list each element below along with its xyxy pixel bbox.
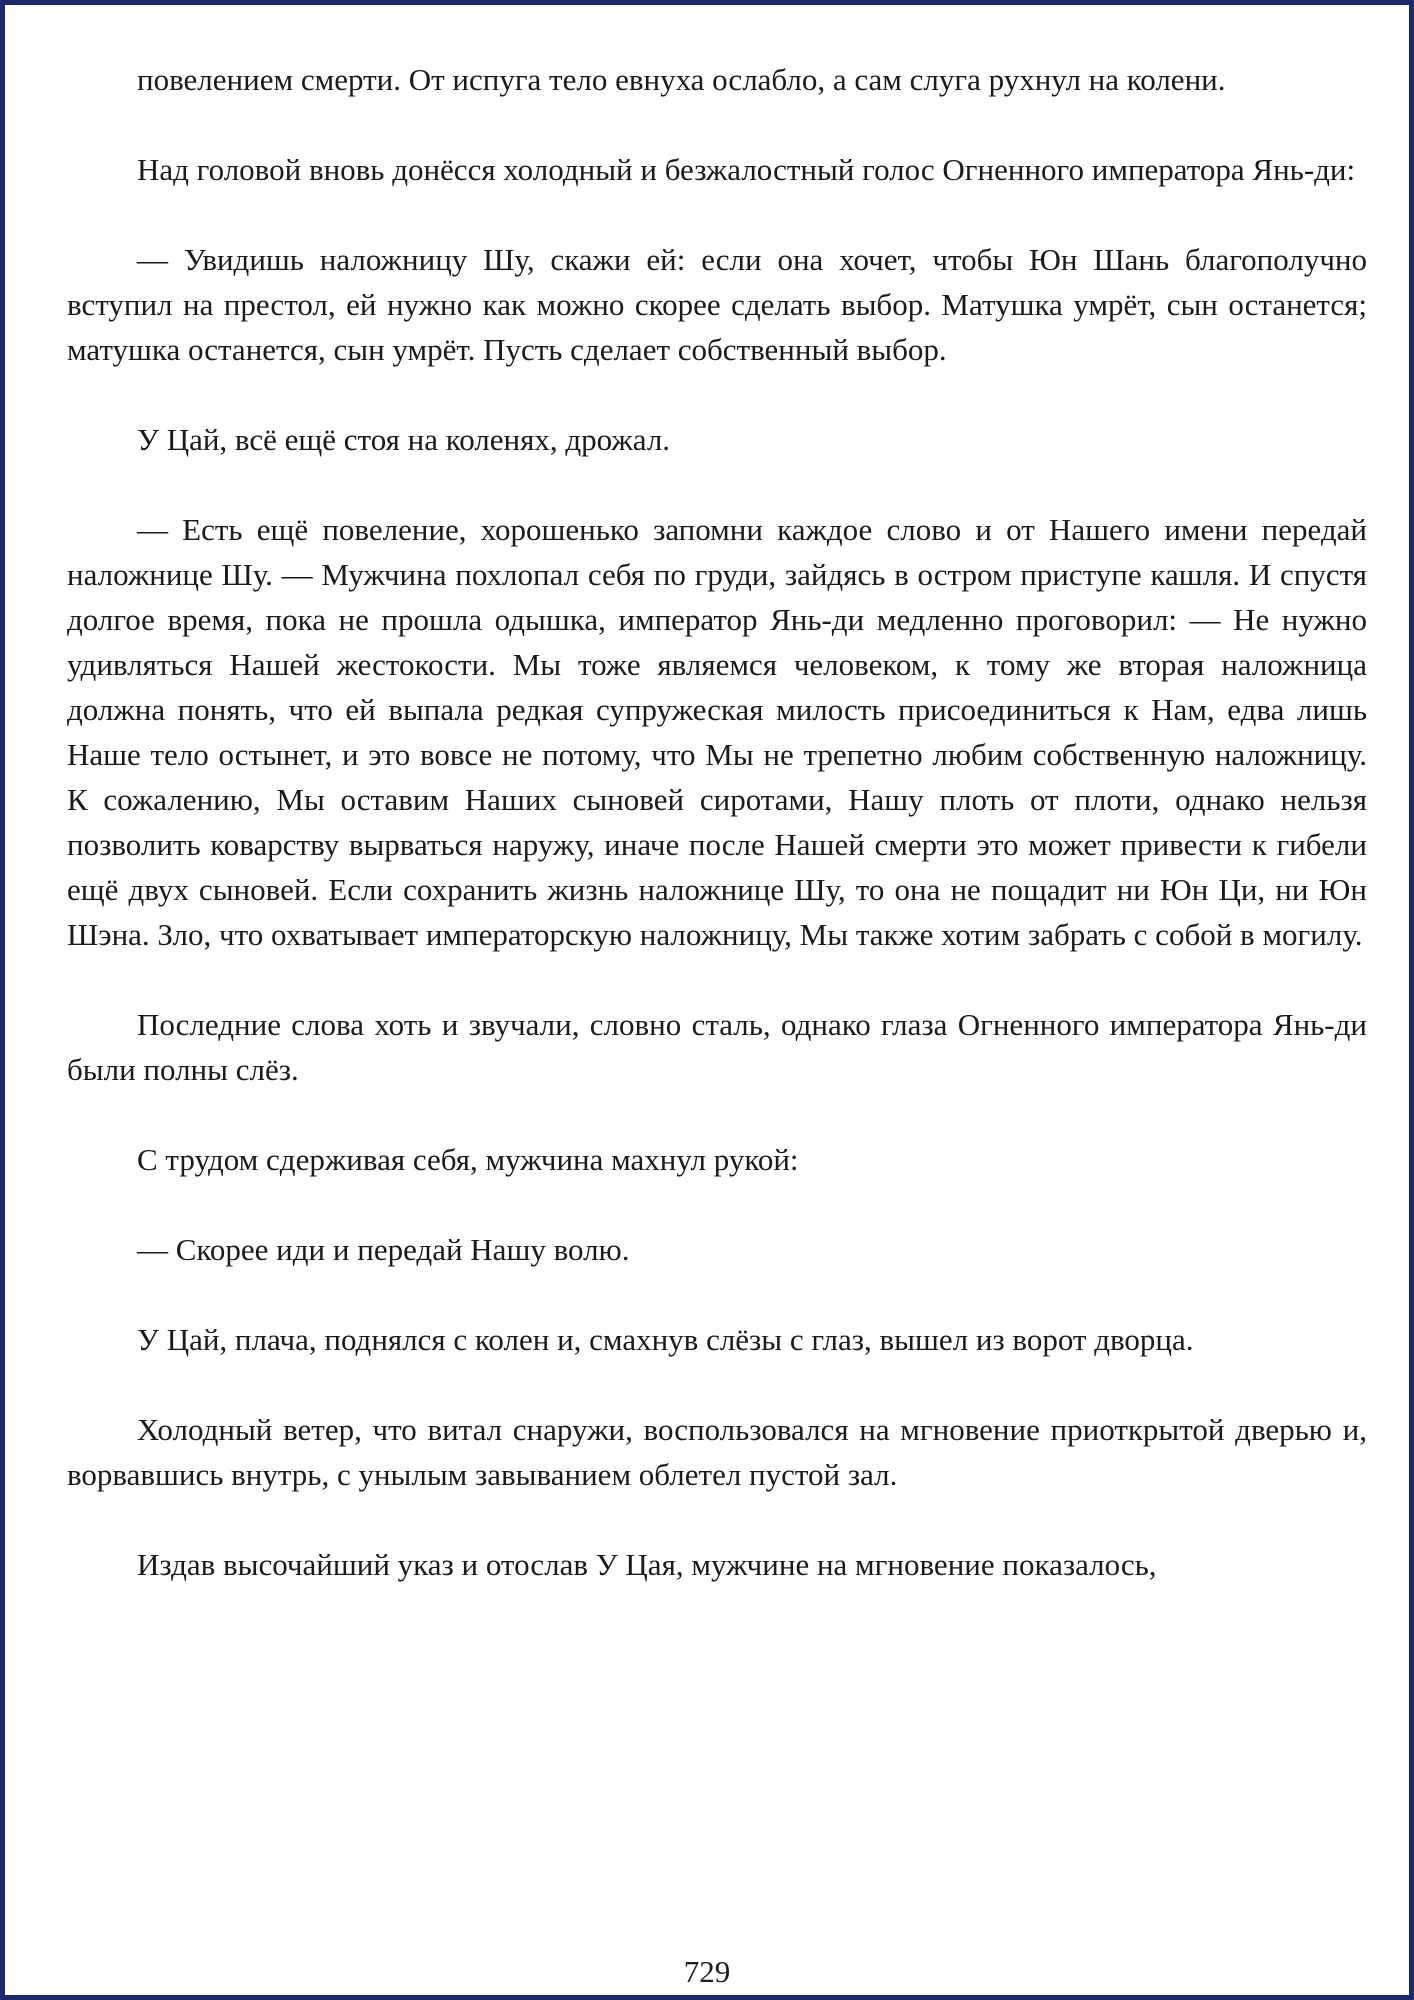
paragraph: С трудом сдерживая себя, мужчина махнул рукой:: [137, 1142, 799, 1177]
paragraph: У Цай, плача, поднялся с колен и, смахнув слёзы с глаз, вышел из ворот дворца.: [137, 1322, 1194, 1357]
paragraph: повелением смерти. От испуга тело евнуха ослабло, а сам слуга рухнул на колени.: [137, 62, 1226, 97]
paragraph: — Увидишь наложницу Шу, скажи ей: если она хочет, чтобы Юн Шань благополучно вступил на престол, ей нужно как можно скорее сделать выбор. Матушка умрёт, сын останется; матушка останется, сын умрёт. Пусть сделает собственный выбор.: [67, 242, 1367, 367]
paragraph: — Скорее иди и передай Нашу волю.: [137, 1232, 630, 1267]
paragraph: У Цай, всё ещё стоя на коленях, дрожал.: [137, 422, 671, 457]
paragraph: Холодный ветер, что витал снаружи, воспользовался на мгновение приоткрытой дверью и, ворвавшись внутрь, с унылым завыванием облетел пустой зал.: [67, 1412, 1367, 1492]
paragraph: Издав высочайший указ и отослав У Цая, мужчине на мгновение показалось,: [137, 1547, 1157, 1582]
paragraph: Последние слова хоть и звучали, словно сталь, однако глаза Огненного императора Янь-ди были полны слёз.: [67, 1007, 1367, 1087]
page-body: [67, 57, 1367, 1587]
paragraph: Над головой вновь донёсся холодный и безжалостный голос Огненного императора Янь-ди:: [137, 152, 1356, 187]
paragraph: — Есть ещё повеление, хорошенько запомни каждое слово и от Нашего имени передай наложнице Шу. — Мужчина похлопал себя по груди, зайдясь в остром приступе кашля. И спустя долгое время, пока не прошла одышка, император Янь-ди медленно проговорил: — Не нужно удивляться Нашей жестокости. Мы тоже являемся человеком, к тому же вторая наложница должна понять, что ей выпала редкая супружеская милость присоединиться к Нам, едва лишь Наше тело остынет, и это вовсе не потому, что Мы не трепетно любим собственную наложницу. К сожалению, Мы оставим Наших сыновей сиротами, Нашу плоть от плоти, однако нельзя позволить коварству вырваться наружу, иначе после Нашей смерти это может привести к гибели ещё двух сыновей. Если сохранить жизнь наложнице Шу, то она не пощадит ни Юн Ци, ни Юн Шэна. Зло, что охватывает императорскую наложницу, Мы также хотим забрать с собой в могилу.: [67, 512, 1367, 952]
page-number: 729: [683, 1954, 731, 1989]
